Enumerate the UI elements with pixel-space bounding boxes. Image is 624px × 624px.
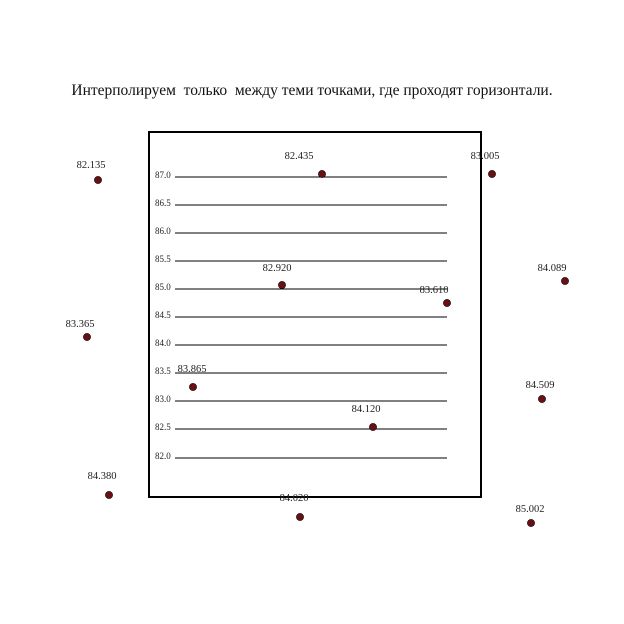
point-marker — [296, 513, 303, 520]
point-elevation-label: 84.020 — [279, 493, 309, 504]
point-marker — [527, 519, 534, 526]
contour-label: 86.5 — [155, 198, 171, 208]
contour-label: 85.5 — [155, 254, 171, 264]
survey-point — [280, 493, 309, 521]
point-marker — [561, 277, 568, 284]
survey-point — [420, 285, 451, 307]
contour-label: 83.0 — [155, 394, 171, 404]
point-marker — [538, 395, 545, 402]
point-elevation-label: 85.002 — [515, 504, 545, 515]
survey-point — [352, 404, 381, 431]
survey-point — [66, 319, 95, 341]
survey-point — [526, 380, 555, 403]
survey-point — [77, 160, 106, 184]
contour-label: 82.0 — [155, 451, 171, 461]
contour-label: 83.5 — [155, 366, 171, 376]
point-marker — [278, 281, 285, 288]
point-marker — [443, 299, 450, 306]
point-marker — [488, 170, 495, 177]
contour-label: 84.5 — [155, 310, 171, 320]
contour-label: 85.0 — [155, 282, 171, 292]
point-elevation-label: 84.509 — [525, 380, 555, 391]
survey-point — [285, 151, 326, 178]
point-marker — [105, 491, 112, 498]
point-elevation-label: 82.920 — [262, 263, 292, 274]
contour-label: 86.0 — [155, 226, 171, 236]
frame-border — [149, 132, 481, 497]
contour-label: 87.0 — [155, 170, 171, 180]
point-elevation-label: 84.380 — [87, 471, 117, 482]
survey-point — [471, 151, 500, 178]
contour-label: 84.0 — [155, 338, 171, 348]
point-elevation-label: 82.435 — [284, 151, 314, 162]
point-marker — [189, 383, 196, 390]
survey-point — [538, 263, 569, 285]
diagram-title: Интерполируем только между теми точками, где проходят горизонтали. — [71, 82, 553, 99]
point-elevation-label: 83.365 — [65, 319, 95, 330]
survey-points — [66, 151, 569, 527]
point-marker — [83, 333, 90, 340]
point-marker — [318, 170, 325, 177]
point-elevation-label: 83.865 — [177, 364, 207, 375]
point-elevation-label: 82.135 — [76, 160, 106, 171]
survey-point — [88, 471, 117, 499]
contour-lines — [155, 170, 447, 461]
survey-point — [516, 504, 545, 527]
point-marker — [369, 423, 376, 430]
contour-label: 82.5 — [155, 422, 171, 432]
point-marker — [94, 176, 101, 183]
point-elevation-label: 83.610 — [419, 285, 449, 296]
survey-point — [178, 364, 207, 391]
survey-point — [263, 263, 292, 289]
point-elevation-label: 84.120 — [351, 404, 381, 415]
point-elevation-label: 84.089 — [537, 263, 567, 274]
point-elevation-label: 83.005 — [470, 151, 500, 162]
